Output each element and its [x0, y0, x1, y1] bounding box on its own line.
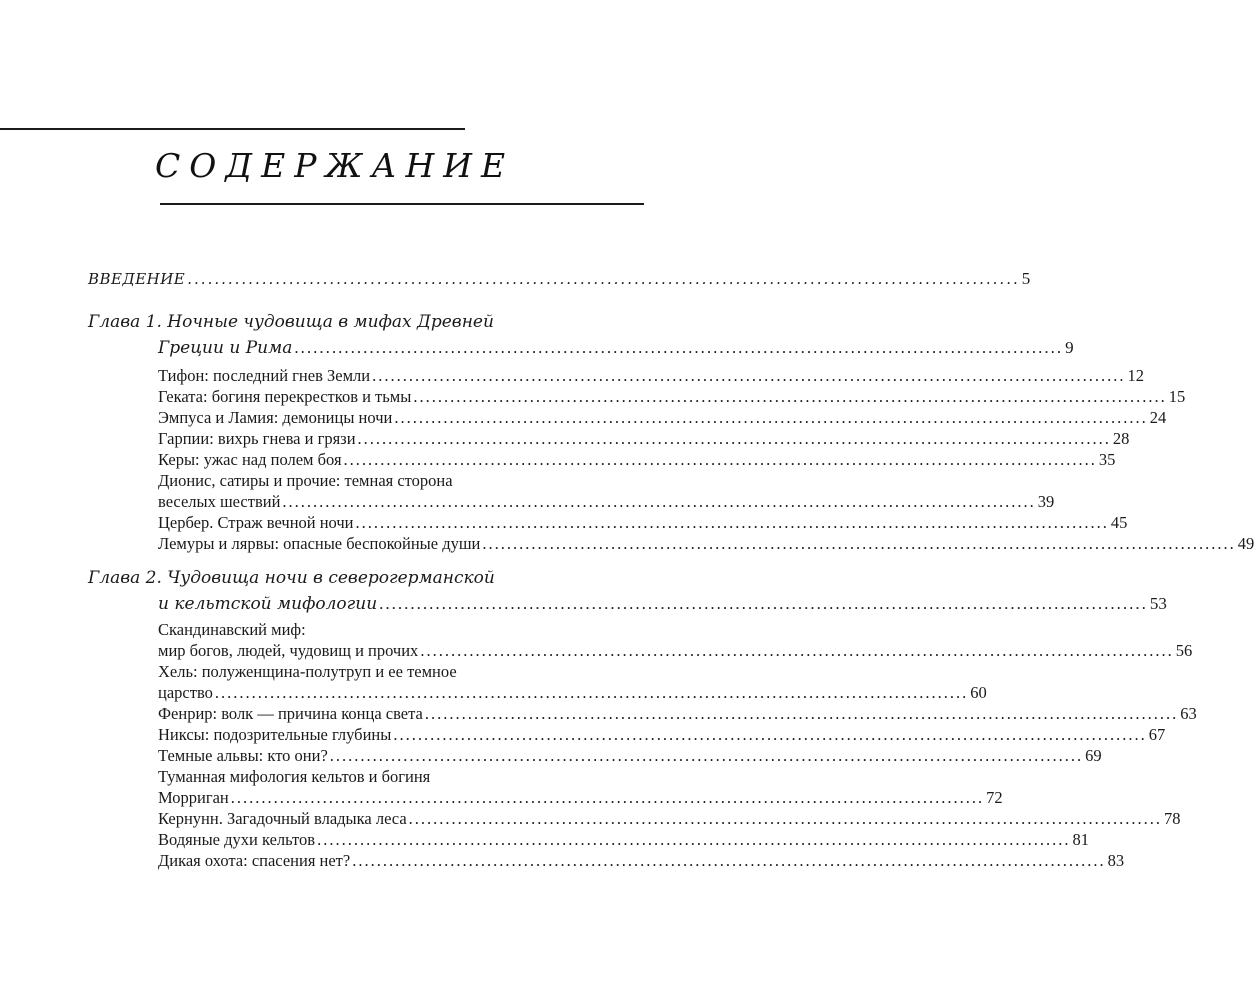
leader-dots: ...........................................................................................................................	[352, 851, 1106, 870]
toc-entry[interactable]	[158, 641, 1193, 661]
toc-entry-title: Греции и Рима	[158, 338, 293, 358]
toc-entry[interactable]	[158, 851, 1125, 871]
leader-dots: ...........................................................................................................................	[329, 746, 1084, 765]
toc-entry-title: Гарпии: вихрь гнева и грязи	[158, 429, 356, 448]
toc-page-number: 35	[1098, 450, 1116, 469]
toc-entry-title: ВВЕДЕНИЕ	[88, 270, 186, 288]
toc-entry-title: Дикая охота: спасения нет?	[158, 851, 351, 870]
toc-entry-title: Лемуры и лярвы: опасные беспокойные души	[158, 534, 481, 553]
toc-page-number: 63	[1180, 704, 1197, 723]
toc-entry-title: веселых шествий	[158, 492, 281, 511]
leader-dots: ...........................................................................................................................	[482, 534, 1236, 553]
toc-entry-title: Никсы: подозрительные глубины	[158, 725, 392, 744]
toc-entry-title-line1[interactable]: Дионис, сатиры и прочие: темная сторона	[158, 471, 453, 490]
bottom-rule	[160, 203, 644, 205]
toc-entry[interactable]	[158, 492, 1055, 512]
toc-entry-title-line1[interactable]: Туманная мифология кельтов и богиня	[158, 767, 431, 786]
leader-dots: ...........................................................................................................................	[413, 387, 1167, 406]
toc-entry-title: Кернунн. Загадочный владыка леса	[158, 809, 407, 828]
toc-entry-title: царство	[158, 683, 213, 702]
toc-page-number: 49	[1237, 534, 1254, 553]
leader-dots: ...........................................................................................................................	[357, 429, 1111, 448]
toc-entry[interactable]	[158, 704, 1197, 724]
toc-page-number: 56	[1175, 641, 1193, 660]
leader-dots: ...........................................................................................................................	[393, 725, 1147, 744]
toc-page-number: 81	[1072, 830, 1089, 849]
toc-page-number: 67	[1148, 725, 1166, 744]
toc-entry-intro[interactable]	[88, 269, 1031, 289]
toc-entry-title: Темные альвы: кто они?	[158, 746, 328, 765]
leader-dots: ...........................................................................................................................	[294, 338, 1064, 357]
toc-page-number: 5	[1021, 269, 1031, 288]
leader-dots: ...........................................................................................................................	[317, 830, 1071, 849]
toc-entry[interactable]	[158, 830, 1089, 850]
toc-entry-title-line1[interactable]: Хель: полуженщина-полутруп и ее темное	[158, 662, 457, 681]
toc-page-number: 12	[1127, 366, 1144, 385]
toc-entry-title: Цербер. Страж вечной ночи	[158, 513, 354, 532]
toc-page-number: 53	[1149, 594, 1167, 613]
toc-entry[interactable]	[158, 429, 1130, 449]
toc-entry[interactable]	[158, 450, 1116, 470]
toc-entry-chapter-2[interactable]	[158, 594, 1167, 614]
toc-entry-title: Эмпуса и Ламия: демоницы ночи	[158, 408, 393, 427]
chapter-1-title-line1[interactable]: Глава 1. Ночные чудовища в мифах Древней	[88, 312, 494, 332]
toc-page-number: 72	[986, 788, 1003, 807]
toc-entry-title: мир богов, людей, чудовищ и прочих	[158, 641, 419, 660]
toc-page-number: 78	[1164, 809, 1181, 828]
top-rule	[0, 128, 465, 130]
toc-entry-title: Керы: ужас над полем боя	[158, 450, 342, 469]
leader-dots: ...........................................................................................................................	[372, 366, 1126, 385]
toc-entry-title: Тифон: последний гнев Земли	[158, 366, 371, 385]
leader-dots: ...........................................................................................................................	[230, 788, 985, 807]
toc-entry-title: и кельтской мифологии	[158, 594, 378, 614]
toc-entry-title: Фенрир: волк — причина конца света	[158, 704, 423, 723]
chapter-2-title-line1[interactable]: Глава 2. Чудовища ночи в северогерманской	[88, 568, 495, 588]
leader-dots: ...........................................................................................................................	[394, 408, 1148, 427]
toc-entry-title: Геката: богиня перекрестков и тьмы	[158, 387, 412, 406]
toc-entry[interactable]	[158, 725, 1166, 745]
toc-entry-title: Морриган	[158, 788, 229, 807]
toc-entry[interactable]	[158, 683, 987, 703]
toc-entry[interactable]	[158, 408, 1167, 428]
leader-dots: ...........................................................................................................................	[187, 270, 1020, 288]
leader-dots: ...........................................................................................................................	[343, 450, 1097, 469]
toc-page-number: 69	[1085, 746, 1102, 765]
toc-entry[interactable]	[158, 513, 1128, 533]
toc-page-number: 45	[1110, 513, 1128, 532]
toc-page-number: 15	[1168, 387, 1186, 406]
toc-page-number: 39	[1037, 492, 1055, 511]
toc-page-number: 60	[970, 683, 987, 702]
toc-entry[interactable]	[158, 746, 1102, 766]
leader-dots: ...........................................................................................................................	[282, 492, 1036, 511]
toc-entry-chapter-1[interactable]	[158, 338, 1074, 358]
leader-dots: ...........................................................................................................................	[355, 513, 1109, 532]
leader-dots: ...........................................................................................................................	[420, 641, 1174, 660]
toc-entry[interactable]	[158, 366, 1144, 386]
page-title: СОДЕРЖАНИЕ	[155, 146, 515, 185]
leader-dots: ...........................................................................................................................	[379, 594, 1148, 613]
toc-page-number: 24	[1149, 408, 1167, 427]
leader-dots: ...........................................................................................................................	[408, 809, 1163, 828]
toc-entry[interactable]	[158, 788, 1003, 808]
toc-entry-title: Водяные духи кельтов	[158, 830, 316, 849]
toc-page-number: 9	[1065, 338, 1074, 357]
toc-entry-title-line1[interactable]: Скандинавский миф:	[158, 620, 306, 639]
toc-page-number: 83	[1107, 851, 1125, 870]
toc-entry[interactable]	[158, 534, 1254, 554]
leader-dots: ...........................................................................................................................	[424, 704, 1179, 723]
toc-entry[interactable]	[158, 809, 1181, 829]
leader-dots: ...........................................................................................................................	[214, 683, 969, 702]
toc-entry[interactable]	[158, 387, 1186, 407]
toc-page-number: 28	[1112, 429, 1130, 448]
